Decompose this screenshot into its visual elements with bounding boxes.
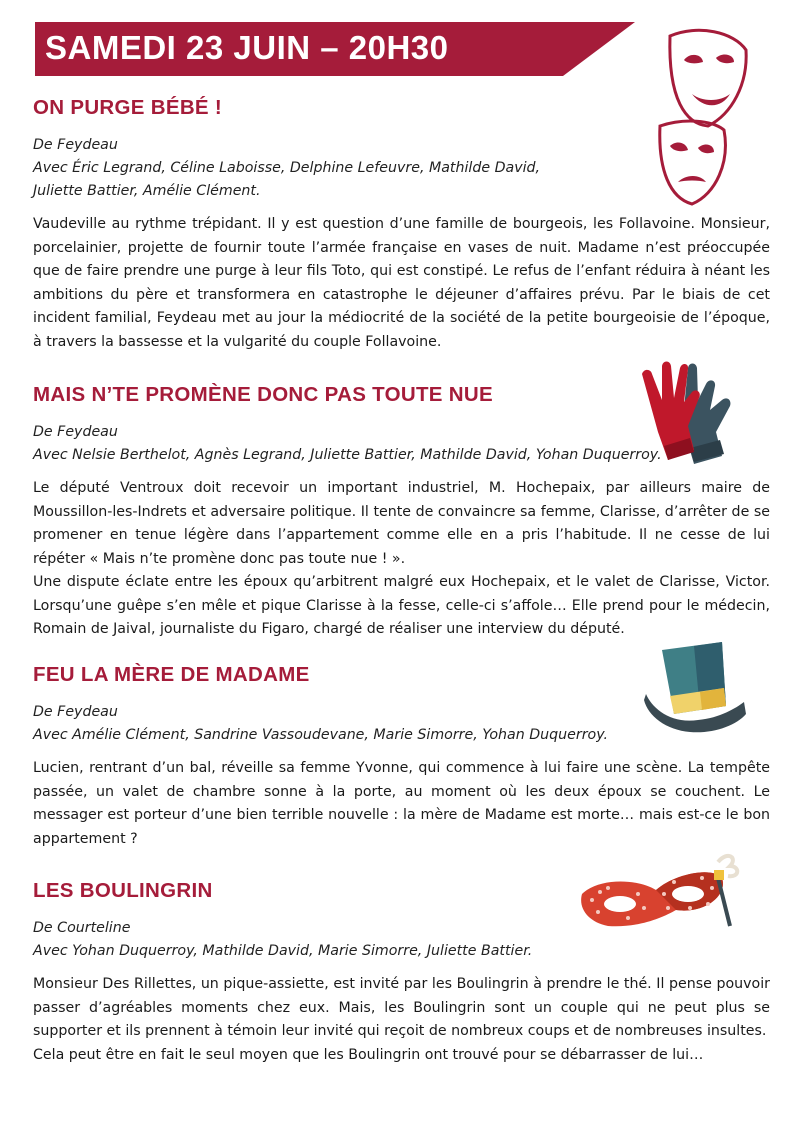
play-section-les-boulingrin (33, 879, 770, 1067)
play-title: LES BOULINGRIN (33, 879, 213, 902)
play-credits (33, 134, 770, 203)
play-author: De Feydeau (33, 424, 118, 440)
play-synopsis (33, 213, 770, 354)
play-cast-line: Avec Éric Legrand, Céline Laboisse, Delphine Lefeuvre, Mathilde David, (33, 160, 541, 176)
play-cast-line: Avec Nelsie Berthelot, Agnès Legrand, Juliette Battier, Mathilde David, Yohan Duquerroy. (33, 447, 662, 463)
play-cast-line: Juliette Battier, Amélie Clément. (33, 183, 261, 199)
play-cast-line: Avec Amélie Clément, Sandrine Vassoudevane, Marie Simorre, Yohan Duquerroy. (33, 727, 609, 743)
play-title: ON PURGE BÉBÉ ! (33, 96, 223, 119)
play-synopsis (33, 757, 770, 851)
play-title: FEU LA MÈRE DE MADAME (33, 663, 310, 686)
play-synopsis (33, 973, 770, 1067)
play-credits (33, 701, 770, 747)
synopsis-paragraph: Vaudeville au rythme trépidant. Il y est question d’une famille de bourgeois, les Follavoine. Monsieur, porcelainier, projette de fournir toute l’armée française en vases de nuit. Madame n’est préoccupée que de faire prendre une purge à leur fils Toto, qui est constipé. Le refus de l’enfant réduira à néant les ambitions du père et transformera en catastrophe le déjeuner d’affaires prévu. Par le biais de cet incident familial, Feydeau met au jour la médiocrité de la société de la petite bourgeoisie de l’époque, à travers la bassesse et la vulgarité du couple Follavoine. (33, 216, 770, 350)
synopsis-paragraph: Cela peut être en fait le seul moyen que les Boulingrin ont trouvé pour se débarrasser de lui… (33, 1046, 704, 1063)
date-heading: SAMEDI 23 JUIN – 20H30 (45, 29, 449, 66)
synopsis-paragraph: Une dispute éclate entre les époux qu’arbitrent malgré eux Hochepaix, et le valet de Clarisse, Victor. Lorsqu’une guêpe s’en mêle et pique Clarisse à la fesse, celle-ci s’affole… Elle prend pour le médecin, Romain de Jaival, journaliste du Figaro, chargé de réaliser une interview du député. (33, 574, 770, 637)
synopsis-paragraph: Lucien, rentrant d’un bal, réveille sa femme Yvonne, qui commence à lui faire une scène. La tempête passée, un valet de chambre sonne à la porte, au moment où les deux époux se couchent. Le messager est porteur d’une bien terrible nouvelle : la mère de Madame est morte… mais est-ce le bon appartement ? (33, 760, 770, 847)
play-section-on-purge-bebe (33, 96, 770, 354)
play-credits (33, 421, 770, 467)
play-title: MAIS N’TE PROMÈNE DONC PAS TOUTE NUE (33, 383, 493, 406)
play-author: De Feydeau (33, 137, 118, 153)
play-cast-line: Avec Yohan Duquerroy, Mathilde David, Marie Simorre, Juliette Battier. (33, 943, 533, 959)
play-author: De Feydeau (33, 704, 118, 720)
date-banner (35, 22, 635, 76)
play-synopsis (33, 477, 770, 642)
play-section-feu-la-mere-de-madame (33, 663, 770, 851)
synopsis-paragraph: Le député Ventroux doit recevoir un important industriel, M. Hochepaix, par ailleurs maire de Moussillon-les-Indrets et adversaire politique. Il tente de convaincre sa femme, Clarisse, d’arrêter de se promener en tenue légère dans l’appartement comme elle en a pris l’habitude. Il ne cesse de lui répéter « Mais n’te promène donc pas toute nue ! ». (33, 480, 770, 567)
play-section-mais-nte-promene (33, 383, 770, 642)
play-credits (33, 917, 770, 963)
play-author: De Courteline (33, 920, 131, 936)
synopsis-paragraph: Monsieur Des Rillettes, un pique-assiette, est invité par les Boulingrin à prendre le thé. Il pense pouvoir passer d’agréables moments chez eux. Mais, les Boulingrin sont un couple qui ne peut plus se supporter et ils prennent à témoin leur invité qui reçoit de nombreux coups et de nombreuses insultes. (33, 976, 770, 1039)
